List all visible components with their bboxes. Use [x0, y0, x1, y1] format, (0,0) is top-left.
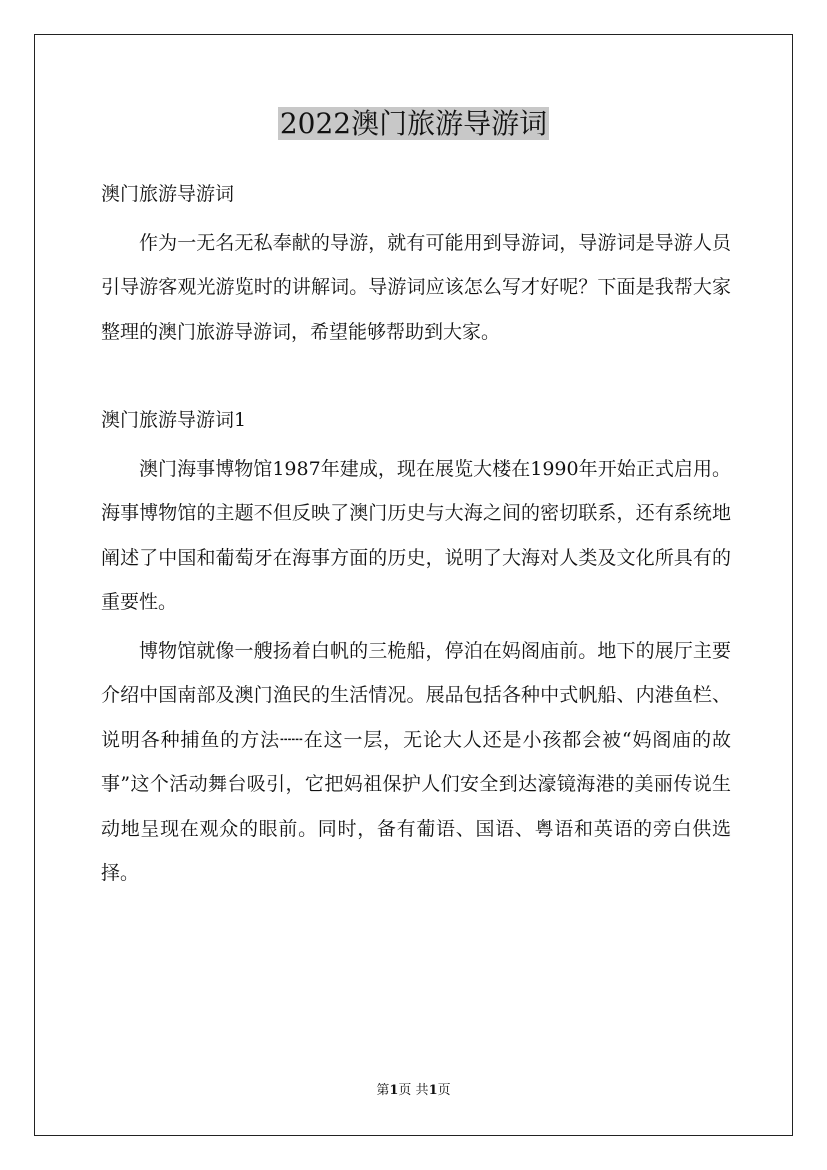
page-number-total: 1	[428, 1083, 438, 1098]
document-subtitle: 澳门旅游导游词	[101, 183, 235, 205]
document-title	[0, 104, 827, 144]
body-paragraph-2: 博物馆就像一艘扬着白帆的三桅船，停泊在妈阁庙前。地下的展厅主要介绍中国南部及澳门渔民的生活情况。展品包括各种中式帆船、内港鱼栏、说明各种捕鱼的方法┄┄在这一层，无论大人还是小孩都会被“妈阁庙的故事”这个活动舞台吸引，它把妈祖保护人们安全到达濠镜海港的美丽传说生动地呈现在观众的眼前。同时，备有葡语、国语、粤语和英语的旁白供选择。	[101, 639, 731, 884]
page-number-prefix: 第	[376, 1083, 390, 1098]
intro-paragraph: 作为一无名无私奉献的导游，就有可能用到导游词，导游词是导游人员引导游客观光游览时的讲解词。导游词应该怎么写才好呢？下面是我帮大家整理的澳门旅游导游词，希望能够帮助到大家。	[101, 231, 731, 343]
document-title-text: 2022澳门旅游导游词	[279, 107, 548, 140]
document-body	[101, 172, 731, 896]
page-number-suffix: 页	[437, 1083, 451, 1098]
section-heading: 澳门旅游导游词1	[101, 409, 247, 431]
page-number-current: 1	[389, 1083, 399, 1098]
spacer	[101, 354, 731, 398]
body-paragraph-1: 澳门海事博物馆1987年建成，现在展览大楼在1990年开始正式启用。海事博物馆的主题不但反映了澳门历史与大海之间的密切联系，还有系统地阐述了中国和葡萄牙在海事方面的历史，说明了大海对人类及文化所具有的重要性。	[101, 457, 731, 613]
page-footer	[0, 1081, 827, 1101]
page-number-mid: 页 共	[398, 1083, 429, 1098]
